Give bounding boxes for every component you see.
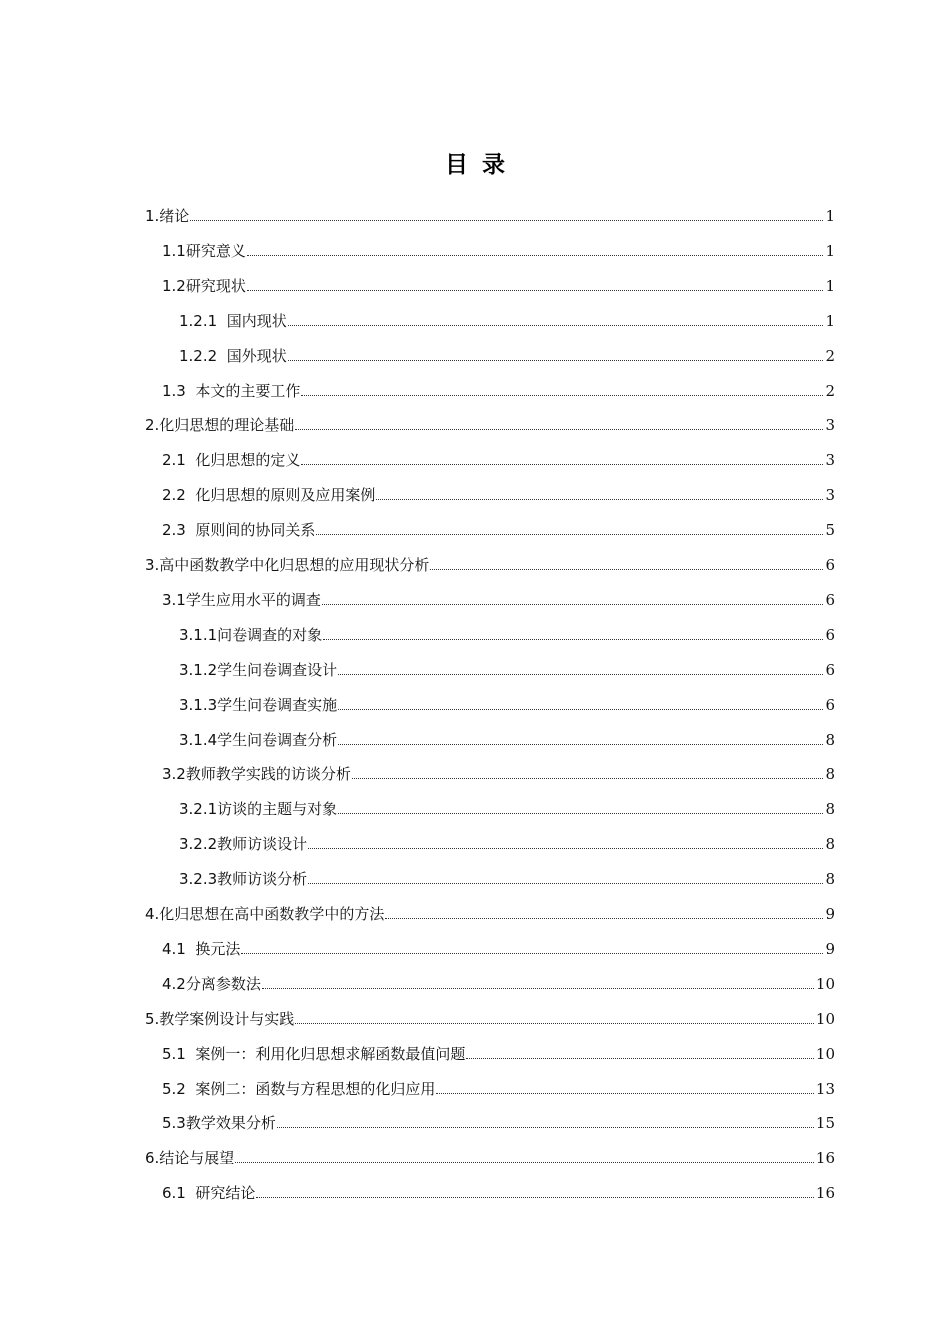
toc-entry-page-number: 8: [825, 835, 835, 854]
toc-entry-page-number: 9: [825, 905, 835, 923]
toc-entry[interactable]: [179, 656, 835, 680]
toc-entry-label: 5.3教学效果分析: [162, 1114, 276, 1133]
toc-entry[interactable]: [162, 272, 835, 296]
dot-leader: [295, 429, 823, 430]
toc-entry[interactable]: [162, 935, 835, 959]
toc-entry[interactable]: [145, 411, 835, 435]
toc-entry-label: 5.1 案例一：利用化归思想求解函数最值问题: [162, 1044, 466, 1063]
toc-entry[interactable]: [162, 1179, 835, 1203]
toc-entry-label: 3.1.4学生问卷调查分析: [179, 730, 338, 749]
toc-entry-label: 3.2.2教师访谈设计: [179, 835, 308, 854]
toc-entry[interactable]: [145, 551, 835, 575]
toc-entry-page-number: 16: [815, 1184, 835, 1203]
toc-entry[interactable]: [145, 202, 835, 226]
toc-entry-label: 3.1学生应用水平的调查: [162, 590, 321, 609]
toc-entry[interactable]: [162, 586, 835, 610]
toc-entry-label: 1.1研究意义: [162, 241, 246, 260]
toc-entry-page-number: 16: [815, 1149, 835, 1168]
toc-entry-page-number: 2: [825, 346, 835, 365]
toc-entry[interactable]: [145, 1144, 835, 1168]
dot-leader: [385, 918, 823, 919]
page-title: [0, 146, 950, 179]
dot-leader: [277, 1127, 814, 1128]
toc-entry-label: 4.1 换元法: [162, 939, 241, 958]
dot-leader: [352, 778, 824, 779]
dot-leader: [338, 813, 823, 814]
dot-leader: [301, 464, 823, 465]
dot-leader: [322, 604, 824, 605]
toc-entry-label: 1.3 本文的主要工作: [162, 381, 301, 400]
dot-leader: [323, 639, 823, 640]
toc-entry-page-number: 10: [815, 1044, 835, 1063]
toc-entry-page-number: 15: [815, 1114, 835, 1133]
toc-entry-label: 2.化归思想的理论基础: [145, 416, 295, 435]
toc-entry-label: 5.2 案例二：函数与方程思想的化归应用: [162, 1079, 436, 1098]
dot-leader: [376, 499, 823, 500]
dot-leader: [308, 848, 823, 849]
toc-entry[interactable]: [179, 307, 835, 331]
dot-leader: [256, 1197, 814, 1198]
toc-entry-page-number: 8: [825, 765, 835, 784]
toc-entry-page-number: 8: [825, 870, 835, 889]
toc-entry[interactable]: [162, 377, 835, 401]
toc-entry-page-number: 9: [825, 939, 835, 958]
toc-entry[interactable]: [162, 481, 835, 505]
toc-entry[interactable]: [179, 621, 835, 645]
dot-leader: [430, 569, 823, 570]
toc-entry-label: 3.1.3学生问卷调查实施: [179, 695, 338, 714]
toc-entry-label: 2.3 原则间的协同关系: [162, 521, 316, 540]
dot-leader: [247, 255, 824, 256]
toc-entry-page-number: 8: [825, 730, 835, 749]
toc-entry[interactable]: [162, 970, 835, 994]
toc-entry[interactable]: [162, 1040, 835, 1064]
toc-entry[interactable]: [179, 865, 835, 889]
toc-entry[interactable]: [179, 795, 835, 819]
dot-leader: [436, 1093, 814, 1094]
toc-entry-page-number: 1: [825, 311, 835, 330]
dot-leader: [338, 744, 823, 745]
dot-leader: [262, 988, 814, 989]
toc-entry-page-number: 1: [825, 207, 835, 225]
toc-entry[interactable]: [179, 691, 835, 715]
toc-entry-label: 1.绪论: [145, 207, 190, 225]
toc-entry-page-number: 6: [825, 590, 835, 609]
toc-entry-label: 2.2 化归思想的原则及应用案例: [162, 486, 376, 505]
toc-entry-page-number: 2: [825, 381, 835, 400]
toc-entry[interactable]: [162, 516, 835, 540]
toc-entry[interactable]: [179, 830, 835, 854]
toc-entry-label: 5.教学案例设计与实践: [145, 1009, 295, 1028]
dot-leader: [288, 325, 824, 326]
dot-leader: [190, 220, 823, 221]
toc-entry-page-number: 1: [825, 241, 835, 260]
toc-entry-page-number: 3: [825, 416, 835, 435]
toc-entry-label: 4.化归思想在高中函数教学中的方法: [145, 905, 385, 923]
dot-leader: [241, 953, 823, 954]
toc-entry-label: 3.2.3教师访谈分析: [179, 870, 308, 889]
dot-leader: [301, 395, 823, 396]
toc-entry-page-number: 3: [825, 451, 835, 470]
toc-entry-page-number: 8: [825, 800, 835, 819]
toc-entry[interactable]: [162, 760, 835, 784]
toc-entry-page-number: 13: [815, 1079, 835, 1098]
toc-entry-label: 1.2.2 国外现状: [179, 346, 287, 365]
toc-entry[interactable]: [162, 1075, 835, 1099]
toc-entry-page-number: 10: [815, 1009, 835, 1028]
dot-leader: [466, 1058, 814, 1059]
toc-entry-label: 3.高中函数教学中化归思想的应用现状分析: [145, 556, 430, 574]
toc-entry-page-number: 6: [825, 625, 835, 644]
toc-entry-page-number: 1: [825, 276, 835, 295]
toc-entry-label: 6.1 研究结论: [162, 1184, 256, 1203]
dot-leader: [308, 883, 823, 884]
toc-entry-label: 1.2.1 国内现状: [179, 311, 287, 330]
dot-leader: [338, 709, 823, 710]
toc-entry[interactable]: [162, 446, 835, 470]
toc-entry-page-number: 10: [815, 974, 835, 993]
dot-leader: [235, 1162, 814, 1163]
title-char: 录: [482, 151, 505, 178]
dot-leader: [295, 1023, 814, 1024]
dot-leader: [338, 674, 823, 675]
dot-leader: [288, 360, 824, 361]
toc-entry-page-number: 5: [825, 521, 835, 540]
toc-entry[interactable]: [145, 900, 835, 924]
dot-leader: [316, 534, 823, 535]
dot-leader: [247, 290, 824, 291]
toc-entry-label: 1.2研究现状: [162, 276, 246, 295]
toc-entry-page-number: 6: [825, 695, 835, 714]
toc-entry[interactable]: [162, 1109, 835, 1133]
toc-entry-label: 6.结论与展望: [145, 1149, 235, 1168]
toc-entry-label: 3.2.1访谈的主题与对象: [179, 800, 338, 819]
toc-entry-label: 3.1.2学生问卷调查设计: [179, 660, 338, 679]
toc-entry-label: 4.2分离参数法: [162, 974, 261, 993]
toc-entry-label: 2.1 化归思想的定义: [162, 451, 301, 470]
toc-entry-page-number: 6: [825, 556, 835, 574]
toc-entry-page-number: 6: [825, 660, 835, 679]
toc-entry[interactable]: [162, 237, 835, 261]
toc-entry-label: 3.1.1问卷调查的对象: [179, 625, 323, 644]
toc-entry[interactable]: [145, 1005, 835, 1029]
toc-entry-label: 3.2教师教学实践的访谈分析: [162, 765, 351, 784]
toc-entry-page-number: 3: [825, 486, 835, 505]
title-char: 目: [445, 151, 468, 178]
toc-entry[interactable]: [179, 726, 835, 750]
toc-entry[interactable]: [179, 342, 835, 366]
